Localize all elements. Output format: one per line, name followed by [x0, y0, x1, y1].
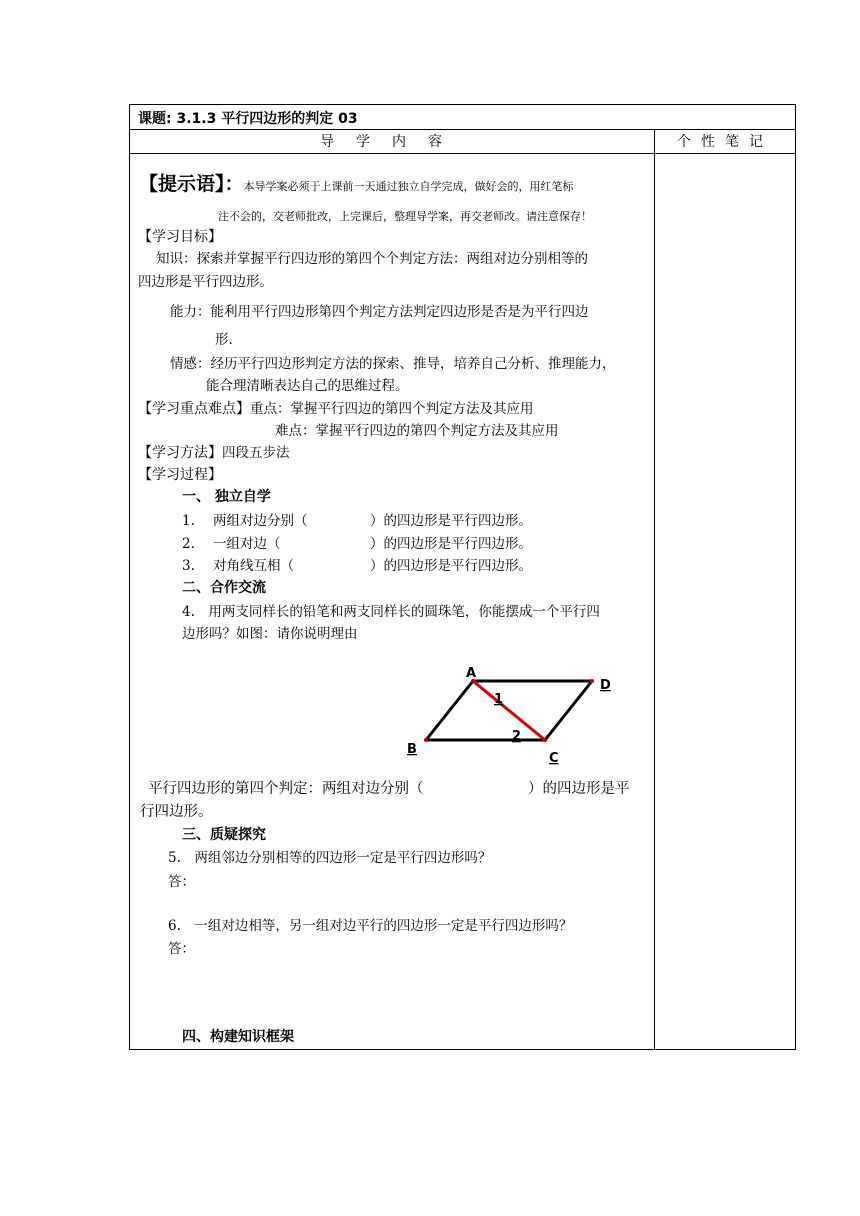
difficult-point: 难点：掌握平行四边的第四个判定方法及其应用 [275, 423, 559, 439]
parallelogram-figure [402, 660, 622, 770]
fourth-criterion-line-1b: ）的四边形是平 [528, 781, 630, 797]
process-heading: 【学习过程】 [138, 467, 222, 483]
hint-label: 【提示语】： [139, 173, 244, 195]
column-header-content: 导学内容 [320, 134, 464, 150]
fourth-criterion-line-2: 行四边形。 [140, 804, 213, 820]
item-2-text-a: 一组对边（ [213, 536, 281, 552]
question-4-line-2: 边形吗？如图：请你说明理由 [182, 626, 358, 642]
question-5: 5. 两组邻边分别相等的四边形一定是平行四边形吗？ [168, 850, 492, 866]
label-d: D [600, 678, 611, 693]
objective-ability-2: 形. [215, 332, 233, 348]
vertex-d-dot [590, 679, 594, 683]
label-b: B [407, 742, 417, 757]
objective-ability-1: 能力：能利用平行四边形第四个判定方法判定四边形是否是为平行四边 [170, 304, 589, 320]
part2-heading: 二、合作交流 [182, 580, 266, 596]
edge-cd [545, 681, 592, 740]
item-2-text-b: ）的四边形是平行四边形。 [370, 536, 532, 552]
edge-ab [426, 681, 473, 740]
item-3-text-b: ）的四边形是平行四边形。 [370, 558, 532, 574]
method-line [138, 446, 290, 461]
column-header-notes: 个性笔记 [677, 134, 773, 150]
vertex-b-dot [424, 738, 428, 742]
diagonal-ac [473, 681, 545, 740]
column-header-row [130, 129, 795, 154]
label-c: C [549, 751, 559, 766]
item-1-text-a: 两组对边分别（ [213, 513, 308, 529]
item-1-num: 1. [182, 513, 195, 529]
method-heading: 【学习方法】 [138, 445, 222, 461]
item-3-num: 3. [182, 558, 195, 574]
worksheet-table [129, 104, 796, 1050]
fourth-criterion-line-1a: 平行四边形的第四个判定：两组对边分别（ [148, 781, 424, 797]
objective-emotion-2: 能合理清晰表达自己的思维过程。 [206, 378, 409, 394]
part3-heading: 三、质疑探究 [182, 827, 266, 843]
column-divider [654, 129, 655, 1049]
hint-line-1: 本导学案必须于上课前一天通过独立自学完成，做好会的，用红笔标 [243, 180, 574, 193]
question-6: 6. 一组对边相等，另一组对边平行的四边形一定是平行四边形吗？ [168, 918, 573, 934]
key-points-line [138, 402, 534, 417]
objectives-heading: 【学习目标】 [138, 229, 222, 245]
method-text: 四段五步法 [222, 445, 290, 461]
title-row [130, 105, 795, 130]
label-a: A [466, 666, 477, 681]
label-angle-2: 2 [512, 729, 522, 744]
item-3-text-a: 对角线互相（ [213, 558, 294, 574]
part1-heading: 一、 独立自学 [182, 489, 271, 505]
key-points-heading: 【学习重点难点】 [138, 401, 250, 417]
key-point: 重点：掌握平行四边的第四个判定方法及其应用 [250, 401, 534, 417]
objective-knowledge-1: 知识：探索并掌握平行四边形的第四个个判定方法：两组对边分别相等的 [156, 251, 588, 267]
label-angle-1: 1 [494, 692, 504, 707]
item-1-text-b: ）的四边形是平行四边形。 [370, 513, 532, 529]
hint-line-2: 注不会的，交老师批改，上完课后，整理导学案，再交老师改。请注意保存！ [218, 210, 592, 223]
part4-heading: 四、构建知识框架 [182, 1029, 294, 1045]
hint-block [139, 175, 574, 194]
objective-emotion-1: 情感：经历平行四边形判定方法的探索、推导，培养自己分析、推理能力， [170, 356, 616, 372]
item-2-num: 2. [182, 536, 195, 552]
vertex-c-dot [543, 738, 547, 742]
answer-6-label: 答： [168, 941, 195, 957]
answer-5-label: 答： [168, 874, 195, 890]
lesson-title: 课题: 3.1.3 平行四边形的判定 03 [138, 111, 358, 127]
question-4-line-1: 4. 用两支同样长的铅笔和两支同样长的圆珠笔，你能摆成一个平行四 [182, 604, 600, 620]
objective-knowledge-2: 四边形是平行四边形。 [138, 274, 273, 290]
